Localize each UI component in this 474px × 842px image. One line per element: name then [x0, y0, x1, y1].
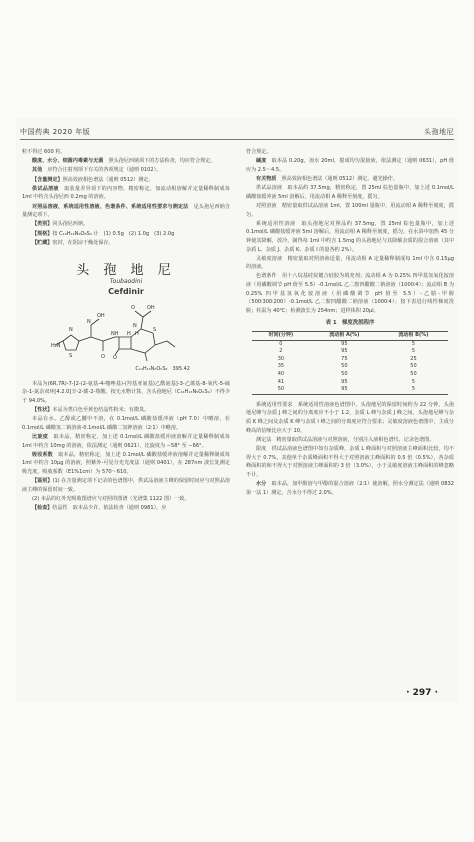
paragraph-text: 照高效液相色谱法（通则 0512）测定。避光操作。	[281, 175, 398, 182]
term-label: 碱度	[256, 158, 267, 165]
monograph-title: 头 孢 地 尼	[76, 263, 176, 279]
term-label: 限度	[256, 445, 267, 452]
paragraph	[22, 477, 230, 494]
table-row	[252, 386, 448, 394]
svg-text:OH: OH	[97, 313, 105, 320]
monograph-pinyin: Toubaodini	[109, 277, 143, 285]
header-rule	[20, 139, 454, 140]
table-header-cell: 流动相 B(%)	[398, 332, 429, 339]
table-cell: 35	[277, 363, 285, 370]
term-label: 其他	[32, 167, 43, 174]
svg-text:S: S	[153, 327, 157, 334]
term-label: 水分	[256, 480, 267, 487]
paragraph-text: 取本品，精密称定，加上述 0.1mol/L 磷酸盐缓冲液溶解并定量稀释制成每 1ml 中约含 10mg 的溶液，依法测定（通则 0621），比旋度为 −58° 至 −66°。	[22, 434, 230, 449]
table-cell: 25	[410, 355, 417, 362]
table-cell: 95	[341, 340, 348, 347]
svg-text:N: N	[69, 327, 73, 334]
paragraph-text: 见头孢尼西钠含量测定项下。	[22, 203, 230, 219]
left-column	[22, 148, 230, 513]
svg-text:O: O	[113, 355, 117, 362]
paragraph-text: 本品为类白色至黄色结晶性粉末；有微臭。	[52, 407, 150, 414]
section-label: 【规格】	[32, 230, 53, 237]
paragraph-text: 应符合注射剂项下有关的各项规定（通则 0102）。	[47, 167, 162, 174]
table-cell: 5	[411, 386, 416, 393]
paragraph: 本品为(6R,7R)-7-[2-(2-氨基-4-噻唑基)-(羟基亚氨基)乙酰氨基]-3-乙烯基-8-氧代-5-硫杂-1-氮杂双环[4.2.0]辛-2-烯-2-羧酸。按无水物计算，含头孢地尼（C₁₄H₁₃N₅O₅S₂）不得少于 94.0%。	[22, 380, 230, 404]
svg-text:H: H	[135, 331, 139, 338]
svg-text:S: S	[69, 353, 73, 360]
section-label: 【性状】	[32, 407, 53, 414]
table-cell: 0	[279, 340, 283, 347]
table-row	[252, 379, 448, 387]
svg-text:H: H	[127, 331, 131, 338]
table-cell: 50	[410, 363, 417, 370]
paragraph-text: 取本品 0.20g，加水 20ml，搅成均匀混悬液，依法测定（通则 0631），pH 值应为 2.5～4.5。	[246, 158, 454, 173]
paragraph-text: 用十八烷基硅烷键合硅胶为填充剂；流动相 A 为 0.25% 四甲基氢氧化铵溶液（用磷酸调节 pH 值至 5.5）-0.1mol/L 乙二胺四醋酸二钠溶液（1000∶4）；流动相 B 为 0.25% 四甲基氢氧化铵溶液（用磷酸调节 pH 值至 5.5）-乙腈-甲醇（500∶300∶200）-0.1mol/L 乙二胺四醋酸二钠溶液（1000∶4）；按下表进行线性梯度洗脱；柱温为 40℃；检测波长为 254nm；进样体积 20μl。	[246, 273, 454, 314]
svg-text:N: N	[133, 323, 137, 330]
table-cell: 95	[341, 378, 348, 385]
paragraph	[22, 433, 230, 450]
table-row	[252, 340, 448, 348]
term-label: 系统适用性溶液	[256, 220, 296, 227]
paragraph	[22, 504, 230, 513]
svg-text:O: O	[101, 354, 105, 361]
paragraph-text: 取装量差异项下的内容物，精密称定，加流动相溶解并定量稀释制成每 1ml 中约含头孢尼西 0.2mg 的溶液。	[22, 185, 230, 201]
paragraph-text: 按 C₁₈H₁₈N₆O₈S₃ 计 (1) 0.5g (2) 1.0g (3) 2.0g	[52, 230, 175, 237]
paragraph-text: 结晶性 取本品少许，依法检查（通则 0981），应	[52, 505, 167, 512]
paragraph-text: 取本品约 37.5mg，精密称定，置 25ml 棕色量瓶中，加上述 0.1mol/L 磷酸盐缓冲液 5ml 溶解后，用流动相 A 稀释至刻度，摇匀。	[246, 185, 454, 200]
structural-formula-image	[51, 301, 201, 365]
table-cell: 95	[341, 348, 348, 355]
paragraph: 粒不得过 600 粒。	[22, 149, 66, 155]
paragraph-text: 取本品，加甲醇溶与甲醇的混合溶液（2∶1）使溶解，照水分测定法（通则 0832 第一法 1）测定，含水分不得过 2.0%。	[246, 480, 454, 496]
table-cell: 95	[341, 386, 348, 393]
term-label: 灵敏度溶液	[256, 255, 283, 262]
table-row	[252, 356, 448, 364]
paragraph	[246, 220, 454, 254]
table-header-cell: 时间(分钟)	[268, 332, 294, 339]
paragraph	[22, 406, 230, 415]
paragraph	[246, 445, 454, 479]
table-cell: 50	[341, 371, 348, 377]
paragraph	[246, 184, 454, 201]
table-cell: 75	[341, 355, 348, 362]
paragraph	[22, 451, 230, 477]
table-cell: 5	[411, 378, 416, 385]
table-cell: 50	[341, 363, 348, 370]
term-label: 系统适用性要求	[256, 401, 293, 408]
gradient-table	[252, 331, 448, 395]
term-label: 测定法	[256, 436, 272, 443]
section-label: 【贮藏】	[32, 239, 53, 246]
paragraph: 符合规定。	[246, 149, 272, 155]
paragraph-text: 精密量取对照溶液适量，用流动相 A 定量稀释制成每 1ml 中含 0.15μg 的溶液。	[246, 255, 454, 271]
paragraph-text: (1) 在含量测定项下记录的色谱图中，供试品溶液主峰的保留时间应与对照品溶液主峰的保留时间一致。	[22, 478, 230, 493]
paragraph	[246, 255, 454, 272]
paragraph-text: 系统适用性溶液色谱图中，头孢地尼的保留时间约为 22 分钟，头孢地尼峰与杂质 J 峰之间的分离度应不小于 1.2，杂质 L 峰与杂质 J 峰之间、头孢地尼峰与杂质 K 峰之间及杂质 K 峰与杂质 I 峰之间的分离度应符合要求；灵敏度溶液色谱图中，主成分峰高的信噪比应大于 10。	[246, 401, 454, 434]
paragraph	[22, 176, 230, 185]
table-cell: 50	[410, 371, 417, 377]
paragraph	[22, 203, 230, 220]
paragraph	[246, 401, 454, 435]
paragraph-text: 取本品，精密称定，加上述 0.1mol/L 磷酸盐缓冲液溶解并定量稀释制成每 1ml 中约含 10μg 的溶液，照紫外-可见分光光度法（通则 0401），在 287nm 波长处测定吸光度，吸收系数（E1%1cm）为 570～610。	[22, 451, 230, 475]
table-header-row	[252, 332, 448, 341]
header-section-title: 头孢地尼	[424, 128, 454, 136]
molecular-formula: C₁₄H₁₃N₅O₅S₂ 395.42	[135, 366, 190, 373]
table-title: 表 1 梯度洗脱程序	[325, 320, 375, 327]
term-label: 对照品溶液、系统适用性溶液、色谱条件、系统适用性要求与测定法	[32, 203, 189, 210]
paragraph-text: 供试品溶液色谱图中如有杂质峰，杂质 L 峰面积与对照溶液主峰面积比较，均不得大于 0.7%，其他单个杂质峰面积不得大于对照溶液主峰面积的 0.5 倍（0.5%），各杂质峰面积的和不得大于对照溶液主峰面积的 3 倍（3.0%），小于灵敏度溶液主峰面积的峰忽略不计。	[246, 445, 454, 478]
table-cell: 41	[277, 378, 285, 385]
table-row	[252, 348, 448, 356]
svg-text:NH: NH	[111, 331, 119, 338]
svg-text:O: O	[131, 305, 135, 312]
paragraph	[22, 166, 230, 175]
paragraph-text: 精密量取供试品溶液与对照溶液，分别注入液相色谱仪，记录色谱图。	[276, 436, 435, 443]
table-row	[252, 363, 448, 371]
paragraph-text: 密封，在阴凉干燥处保存。	[52, 239, 114, 246]
section-label: 【鉴别】	[32, 478, 53, 485]
term-label: 酸度、水分、细菌内毒素与无菌	[32, 158, 104, 165]
paragraph	[246, 272, 454, 315]
section-label: 【含量测定】	[32, 176, 63, 183]
paragraph	[246, 202, 454, 219]
page-number: · 297 ·	[406, 688, 438, 698]
monograph-english-name: Cefdinir	[108, 287, 144, 297]
term-label: 对照溶液	[256, 202, 277, 209]
paragraph-text: 取头孢地尼对照品约 37.5mg，置 25ml 棕色量瓶中，加上述 0.1mol/L 磷酸盐缓冲液 5ml 溶解后，用流动相 A 稀释至刻度，摇匀，在水浴中加热 45 分钟使其降解，放冷，制得每 1ml 中约含 1.5mg 的头孢地尼与其降解杂质的混合溶液（其中杂质 L、杂质 J、杂质 K、杂质 I 的量各约 2%）。	[246, 220, 454, 253]
paragraph-text: 照头孢尼西钠项下的方法检查，均应符合规定。	[108, 158, 216, 165]
term-label: 色谱条件	[256, 273, 277, 280]
table-cell: 30	[277, 355, 285, 362]
table-cell: 50	[277, 386, 285, 393]
header-book-title: 中国药典 2020 年版	[20, 128, 91, 136]
paragraph	[22, 220, 230, 229]
table-cell: 2	[279, 348, 283, 355]
term-label: 比旋度	[32, 434, 49, 440]
paragraph	[246, 480, 454, 497]
paragraph: 本品在水、乙醇或乙醚中不溶，在 0.1mol/L 磷酸盐缓冲液（pH 7.0）中略溶，在 0.1mol/L 磷酸氢二钠溶液-0.1mol/L 磷酸二氢钾溶液（2∶1）中略溶。	[22, 416, 230, 431]
table-cell: 5	[411, 340, 416, 347]
term-label: 供试品溶液	[32, 185, 59, 192]
table-cell: 40	[277, 371, 285, 377]
right-column	[246, 148, 454, 498]
paragraph	[22, 230, 230, 239]
section-label: 【检查】	[32, 505, 53, 512]
table-row	[252, 371, 448, 379]
svg-text:N: N	[87, 319, 91, 326]
paragraph	[246, 436, 454, 445]
paragraph-text: 精密量取供试品溶液 1ml，置 100ml 量瓶中，用流动相 A 稀释至刻度，摇匀。	[246, 202, 454, 218]
paragraph-text: 同头孢尼西钠。	[52, 221, 89, 228]
paragraph: (2) 本品的红外光吸收图谱应与对照的图谱（光谱集 1122 图）一致。	[32, 495, 190, 502]
svg-text:OH: OH	[147, 305, 155, 312]
paragraph-text: 照高效液相色谱法（通则 0512）测定。	[62, 176, 154, 183]
table-cell: 5	[411, 348, 416, 355]
paragraph	[22, 239, 230, 248]
svg-text:H₂N: H₂N	[51, 343, 61, 350]
section-label: 【类别】	[32, 221, 53, 228]
paragraph	[22, 157, 230, 166]
paragraph	[246, 157, 454, 174]
paragraph	[246, 175, 454, 184]
term-label: 吸收系数	[32, 451, 53, 458]
term-label: 有关物质	[256, 175, 277, 182]
paragraph	[22, 185, 230, 202]
table-header-cell: 流动相 A(%)	[329, 332, 360, 339]
term-label: 供试品溶液	[256, 185, 283, 192]
